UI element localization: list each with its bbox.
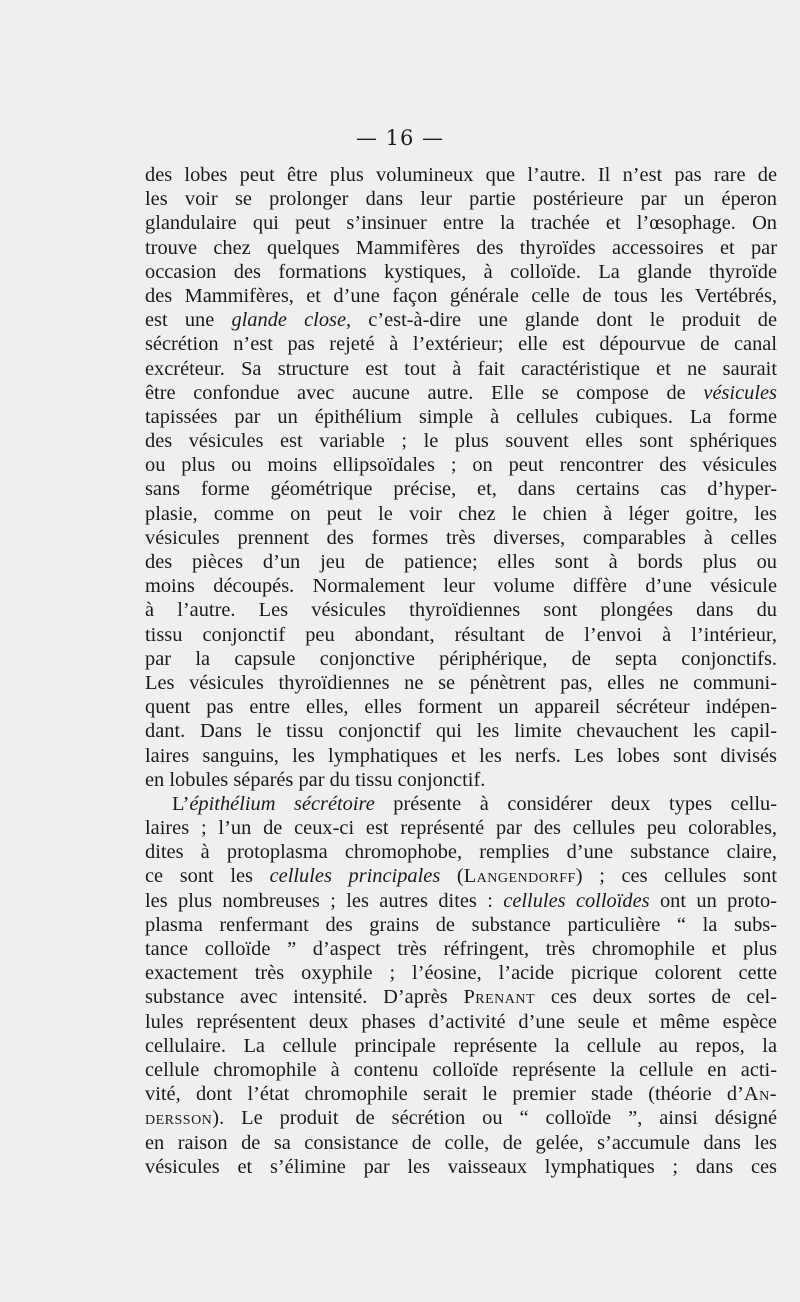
author-name: Langendorff	[463, 865, 576, 888]
text-line: tissu conjonctif peu abondant, résultant de l’envoi à l’intérieur,	[145, 623, 777, 646]
page-number: — 16 —	[355, 126, 445, 150]
text-line: excréteur. Sa structure est tout à fait caractéristique et ne saurait	[145, 357, 777, 380]
text-run: ont un proto-	[649, 889, 777, 912]
text-line: moins découpés. Normalement leur volume diffère d’une vésicule	[145, 575, 777, 598]
text-run: les plus nombreuses ; les autres dites :	[145, 889, 504, 912]
text-line: laires ; l’un de ceux-ci est représenté par des cellules peu colorables,	[145, 817, 777, 840]
text-run: ces deux sortes de cel-	[535, 986, 777, 1009]
text-line: plasma renfermant des grains de substance particulière “ la subs-	[145, 913, 777, 936]
text-run: L’	[172, 792, 190, 815]
text-run: ). Le produit de sécrétion ou “ colloïde ”, ainsi désigné	[212, 1107, 777, 1130]
text-run: présente à considérer deux types cellu-	[374, 792, 777, 815]
body-text	[145, 163, 777, 1179]
text-line: Les vésicules thyroïdiennes ne se pénètrent pas, elles ne communi-	[145, 671, 777, 694]
text-line	[145, 381, 777, 405]
author-name: Prenant	[463, 986, 536, 1009]
text-run: (	[440, 865, 464, 888]
text-line: laires sanguins, les lymphatiques et les nerfs. Les lobes sont divisés	[145, 744, 777, 767]
text-run: , c’est-à-dire une glande dont le produit de	[346, 309, 777, 332]
text-run: substance avec intensité. D’après	[145, 986, 464, 1009]
text-line	[145, 308, 777, 332]
text-line: glandulaire qui peut s’insinuer entre la trachée et l’œsophage. On	[145, 212, 777, 235]
text-line: en raison de sa consistance de colle, de gelée, s’accumule dans les	[145, 1131, 777, 1154]
text-line: des Mammifères, et d’une façon générale celle de tous les Vertébrés,	[145, 284, 777, 307]
text-line	[145, 1082, 777, 1106]
text-line: dites à protoplasma chromophobe, remplies d’une substance claire,	[145, 841, 777, 864]
text-run: ) ; ces cellules sont	[575, 865, 778, 888]
author-name: dersson	[145, 1107, 213, 1130]
text-line: plasie, comme on peut le voir chez le chien à léger goitre, les	[145, 502, 777, 525]
text-line: à l’autre. Les vésicules thyroïdiennes sont plongées dans du	[145, 599, 777, 622]
text-line: dant. Dans le tissu conjonctif qui les limite chevauchent les capil-	[145, 720, 777, 743]
text-line: des pièces d’un jeu de patience; elles sont à bords plus ou	[145, 551, 777, 573]
text-run: est une	[145, 309, 232, 332]
text-line: sécrétion n’est pas rejeté à l’extérieur; elle est dépourvue de canal	[145, 333, 777, 356]
text-line	[145, 985, 777, 1009]
text-line: par la capsule conjonctive périphérique, de septa conjonctifs.	[145, 647, 777, 670]
text-line: cellulaire. La cellule principale représente la cellule au repos, la	[145, 1034, 777, 1057]
italic-term: cellules principales	[269, 865, 441, 888]
text-run: ce sont les	[145, 865, 270, 888]
text-line: sans forme géométrique précise, et, dans certains cas d’hyper-	[145, 478, 777, 501]
text-line: exactement très oxyphile ; l’éosine, l’acide picrique colorent cette	[145, 962, 777, 985]
text-line: lules représentent deux phases d’activité d’une seule et même espèce	[145, 1010, 777, 1033]
text-run: vité, dont l’état chromophile serait le premier stade (théorie d’	[145, 1083, 744, 1106]
italic-term: cellules colloïdes	[503, 889, 650, 912]
text-line: tapissées par un épithélium simple à cellules cubiques. La forme	[145, 405, 777, 428]
text-line: les voir se prolonger dans leur partie postérieure par un éperon	[145, 188, 777, 211]
text-run: être confondue avec aucune autre. Elle se compose de	[145, 381, 704, 404]
text-line: vésicules prennent des formes très diverses, comparables à celles	[145, 526, 777, 549]
italic-term: glande close	[231, 309, 346, 332]
text-line: cellule chromophile à contenu colloïde représente la cellule en acti-	[145, 1058, 777, 1081]
text-line	[145, 864, 777, 888]
text-line	[145, 792, 777, 816]
text-line: quent pas entre elles, elles forment un appareil sécréteur indépen-	[145, 696, 777, 719]
text-line: vésicules et s’élimine par les vaisseaux lymphatiques ; dans ces	[145, 1155, 777, 1178]
text-line: trouve chez quelques Mammifères des thyroïdes accessoires et par	[145, 236, 777, 259]
author-name: An-	[743, 1083, 777, 1106]
text-line: tance colloïde ” d’aspect très réfringent, très chromophile et plus	[145, 938, 777, 960]
text-line: en lobules séparés par du tissu conjonctif.	[145, 768, 486, 791]
text-line: occasion des formations kystiques, à colloïde. La glande thyroïde	[145, 260, 777, 283]
italic-term: épithélium sécrétoire	[189, 792, 375, 815]
text-line	[145, 1106, 777, 1130]
text-line: des lobes peut être plus volumineux que l’autre. Il n’est pas rare de	[145, 164, 777, 186]
text-line: des vésicules est variable ; le plus souvent elles sont sphériques	[145, 430, 777, 453]
text-line: ou plus ou moins ellipsoïdales ; on peut rencontrer des vésicules	[145, 454, 777, 477]
italic-term: vésicules	[703, 381, 777, 404]
text-line	[145, 889, 777, 913]
